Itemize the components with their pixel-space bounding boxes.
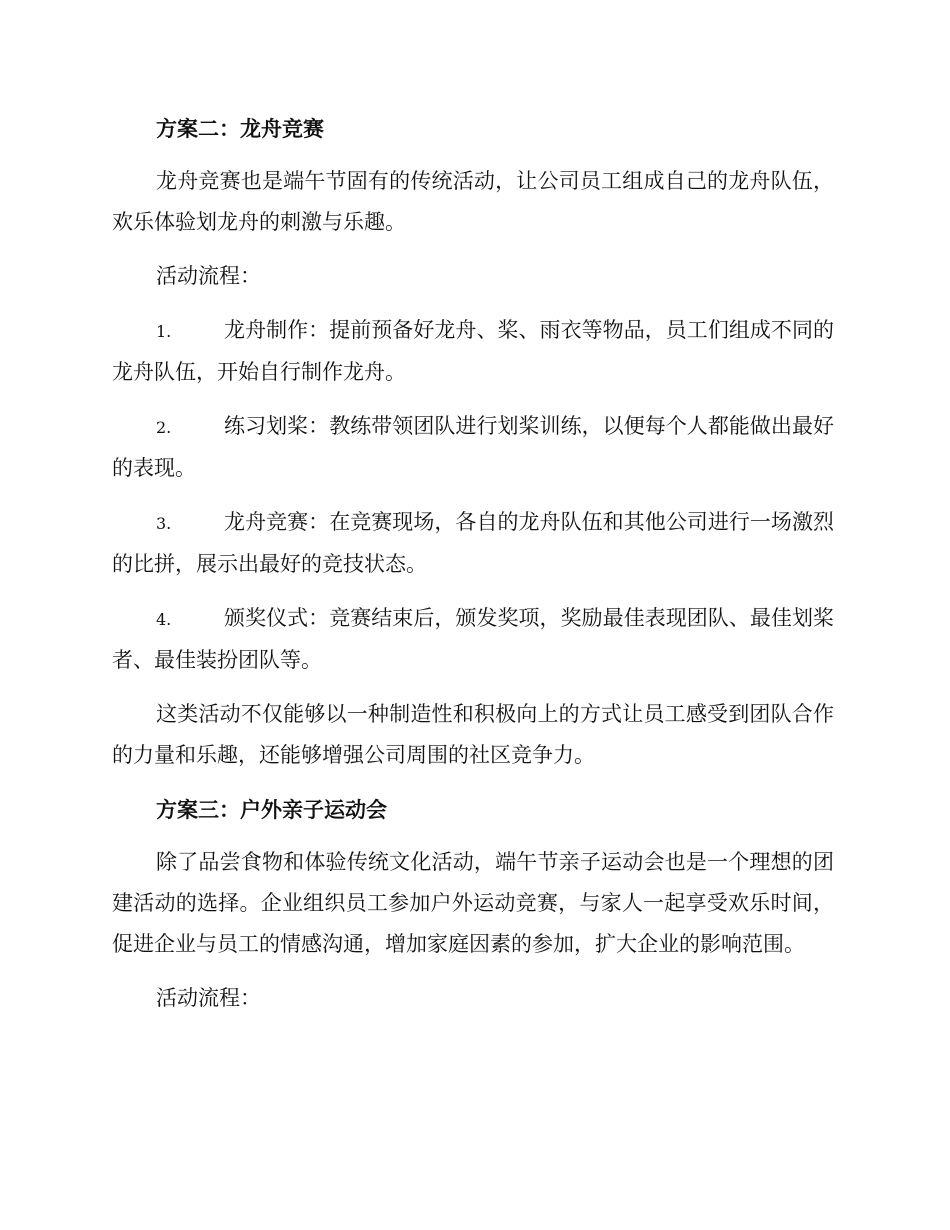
section-heading-2: 方案二：龙舟竞赛 [156,116,324,141]
section-3-intro: 除了品尝食物和体验传统文化活动，端午节亲子运动会也是一个理想的团建活动的选择。企业组织员工参加户外运动竞赛，与家人一起享受欢乐时间，促进企业与员工的情感沟通，增加家庭因素的参加，扩大企业的影响范围。 [112,850,834,956]
section-2-flow-label: 活动流程： [156,264,261,288]
section-2-intro: 龙舟竞赛也是端午节固有的传统活动，让公司员工组成自己的龙舟队伍，欢乐体验划龙舟的刺激与乐趣。 [112,169,834,234]
list-item [112,598,834,681]
list-item [112,406,834,489]
list-item-text: 龙舟制作：提前预备好龙舟、桨、雨衣等物品，员工们组成不同的龙舟队伍，开始自行制作龙舟。 [112,318,834,384]
list-item [112,502,834,585]
list-item-number: 4. [156,610,172,629]
list-item-number: 1. [156,322,172,341]
list-item-text: 练习划桨：教练带领团队进行划桨训练，以便每个人都能做出最好的表现。 [112,414,834,480]
list-item-number: 2. [156,418,172,437]
section-2-summary: 这类活动不仅能够以一种制造性和积极向上的方式让员工感受到团队合作的力量和乐趣，还能够增强公司周围的社区竞争力。 [112,702,834,767]
list-item-text: 颁奖仪式：竞赛结束后，颁发奖项，奖励最佳表现团队、最佳划桨者、最佳装扮团队等。 [112,606,834,672]
list-item-number: 3. [156,514,172,533]
section-3-flow-label: 活动流程： [156,986,261,1010]
list-item-text: 龙舟竞赛：在竞赛现场，各自的龙舟队伍和其他公司进行一场激烈的比拼，展示出最好的竞技状态。 [112,510,834,576]
section-heading-3: 方案三：户外亲子运动会 [156,797,387,822]
list-item [112,310,834,393]
document-body [112,108,834,1032]
